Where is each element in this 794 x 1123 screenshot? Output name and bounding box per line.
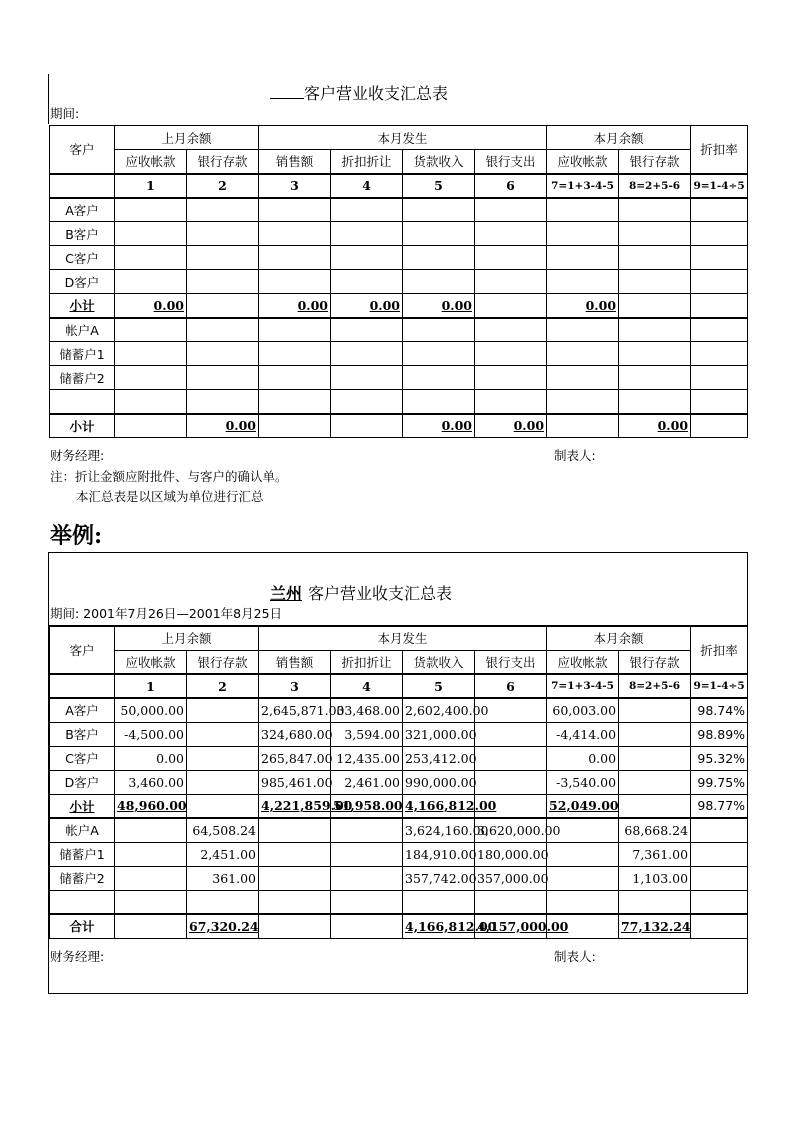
cell	[691, 866, 748, 890]
cell	[187, 746, 259, 770]
cell	[115, 818, 187, 842]
cell	[187, 722, 259, 746]
cell: 321,000.00	[403, 722, 475, 746]
cell	[547, 270, 619, 294]
example-table	[49, 625, 748, 939]
header-bank-deposit: 银行存款	[187, 650, 259, 674]
cell	[403, 890, 475, 914]
cell	[619, 770, 691, 794]
cell	[187, 198, 259, 222]
header-bank-payment: 银行支出	[475, 650, 547, 674]
total-row	[50, 914, 748, 938]
cell	[475, 270, 547, 294]
cell	[403, 246, 475, 270]
cell	[331, 366, 403, 390]
cell: 324,680.00	[259, 722, 331, 746]
subtotal-c3: 0.00	[259, 294, 331, 318]
header-bank-deposit: 银行存款	[187, 150, 259, 174]
cell	[115, 390, 187, 414]
cell: 12,435.00	[331, 746, 403, 770]
cell	[475, 294, 547, 318]
cell	[691, 318, 748, 342]
header-last-month-balance: 上月余额	[115, 126, 259, 150]
customer-name: D客户	[50, 270, 115, 294]
colnum-blank	[50, 174, 115, 198]
cell: 2,451.00	[187, 842, 259, 866]
cell	[259, 366, 331, 390]
note-line-2: 本汇总表是以区域为单位进行汇总	[76, 489, 264, 504]
cell	[475, 722, 547, 746]
subtotal-c1: 0.00	[115, 294, 187, 318]
header-last-month-balance: 上月余额	[115, 626, 259, 650]
cell	[115, 222, 187, 246]
cell	[187, 246, 259, 270]
cell	[403, 390, 475, 414]
title-text: 客户营业收支汇总表	[304, 84, 449, 103]
colnum: 2	[187, 674, 259, 698]
header-bank-deposit2: 银行存款	[619, 650, 691, 674]
cell	[619, 270, 691, 294]
header-discount-rate: 折扣率	[691, 126, 748, 174]
cell	[331, 818, 403, 842]
cell	[187, 390, 259, 414]
cell: 98.74%	[691, 698, 748, 722]
cell	[403, 198, 475, 222]
cell	[691, 842, 748, 866]
cell	[403, 222, 475, 246]
cell	[331, 390, 403, 414]
header-customer: 客户	[50, 626, 115, 674]
cell: 3,460.00	[115, 770, 187, 794]
account-name: 帐户A	[50, 318, 115, 342]
cell	[187, 890, 259, 914]
cell: 2,645,871.00	[259, 698, 331, 722]
cell	[187, 698, 259, 722]
header-receivable2: 应收帐款	[547, 650, 619, 674]
header-this-month-activity: 本月发生	[259, 126, 547, 150]
cell	[475, 890, 547, 914]
cell	[259, 390, 331, 414]
cell	[475, 318, 547, 342]
preparer-label: 制表人:	[554, 448, 596, 463]
customer-name: C客户	[50, 246, 115, 270]
cell	[691, 390, 748, 414]
header-this-month-balance: 本月余额	[547, 126, 691, 150]
cell	[115, 890, 187, 914]
page-title	[270, 81, 448, 104]
cell	[475, 746, 547, 770]
cell: 985,461.00	[259, 770, 331, 794]
cell: 2,461.00	[331, 770, 403, 794]
cell	[187, 342, 259, 366]
cell	[187, 770, 259, 794]
table-row	[50, 746, 748, 770]
cell: 3,624,160.00	[403, 818, 475, 842]
cell	[187, 366, 259, 390]
colnum: 8=2+5-6	[619, 674, 691, 698]
cell	[691, 914, 748, 938]
cell: 180,000.00	[475, 842, 547, 866]
colnum: 3	[259, 674, 331, 698]
cell	[331, 318, 403, 342]
subtotal-c7: 0.00	[547, 294, 619, 318]
cell	[475, 366, 547, 390]
cell	[547, 842, 619, 866]
colnum: 1	[115, 674, 187, 698]
header-sales: 销售额	[259, 150, 331, 174]
header-this-month-activity: 本月发生	[259, 626, 547, 650]
example-title	[264, 581, 452, 604]
cell	[619, 390, 691, 414]
cell	[547, 198, 619, 222]
cell	[475, 770, 547, 794]
cell	[331, 222, 403, 246]
cell: 98.89%	[691, 722, 748, 746]
total-c8: 77,132.24	[619, 914, 691, 938]
cell	[547, 222, 619, 246]
table-row	[50, 890, 748, 914]
title-blank	[270, 84, 304, 99]
cell	[691, 342, 748, 366]
cell	[115, 414, 187, 438]
cell	[331, 270, 403, 294]
cell	[115, 366, 187, 390]
header-discount: 折扣折让	[331, 150, 403, 174]
cell	[475, 198, 547, 222]
cell	[475, 222, 547, 246]
header-collection: 货款收入	[403, 150, 475, 174]
colnum: 1	[115, 174, 187, 198]
cell	[619, 698, 691, 722]
cell	[259, 246, 331, 270]
subtotal-label: 小计	[50, 294, 115, 318]
subtotal-c5: 4,166,812.00	[403, 794, 475, 818]
cell	[619, 794, 691, 818]
cell	[115, 842, 187, 866]
cell: 1,103.00	[619, 866, 691, 890]
cell	[331, 246, 403, 270]
colnum: 5	[403, 674, 475, 698]
cell	[331, 914, 403, 938]
total-c2: 67,320.24	[187, 914, 259, 938]
cell	[691, 294, 748, 318]
account-name: 储蓄户2	[50, 366, 115, 390]
cell: 253,412.00	[403, 746, 475, 770]
subtotal-c4: 0.00	[331, 294, 403, 318]
account-name: 储蓄户2	[50, 866, 115, 890]
subtotal-c3: 4,221,859.00	[259, 794, 331, 818]
customer-name: B客户	[50, 722, 115, 746]
cell	[259, 222, 331, 246]
total-label: 合计	[50, 914, 115, 938]
customer-name: B客户	[50, 222, 115, 246]
cell	[259, 890, 331, 914]
account-name: 储蓄户1	[50, 842, 115, 866]
cell	[331, 342, 403, 366]
cell	[187, 222, 259, 246]
subtotal-label: 小计	[50, 794, 115, 818]
cell: 357,000.00	[475, 866, 547, 890]
cell	[259, 342, 331, 366]
table-row	[50, 722, 748, 746]
cell	[259, 270, 331, 294]
colnum: 7=1+3-4-5	[547, 674, 619, 698]
header-bank-deposit2: 银行存款	[619, 150, 691, 174]
subtotal-c1: 48,960.00	[115, 794, 187, 818]
subtotal-c7: 52,049.00	[547, 794, 619, 818]
cell	[331, 866, 403, 890]
cell	[619, 746, 691, 770]
total-c5: 4,166,812.00	[403, 914, 475, 938]
cell	[547, 390, 619, 414]
cell: 60,003.00	[547, 698, 619, 722]
cell	[619, 366, 691, 390]
cell	[259, 842, 331, 866]
header-bank-payment: 银行支出	[475, 150, 547, 174]
cell	[619, 294, 691, 318]
cell	[259, 866, 331, 890]
colnum: 7=1+3-4-5	[547, 174, 619, 198]
example-heading: 举例:	[50, 523, 103, 549]
colnum: 2	[187, 174, 259, 198]
cell	[331, 842, 403, 866]
example-city: 兰州	[270, 584, 303, 603]
cell	[475, 390, 547, 414]
account-subtotal-c5: 0.00	[403, 414, 475, 438]
subtotal-c9: 98.77%	[691, 794, 748, 818]
cell: 990,000.00	[403, 770, 475, 794]
cell	[691, 818, 748, 842]
cell	[619, 722, 691, 746]
header-receivable2: 应收帐款	[547, 150, 619, 174]
cell	[115, 318, 187, 342]
customer-name: A客户	[50, 198, 115, 222]
table-row	[50, 770, 748, 794]
cell	[691, 890, 748, 914]
cell	[259, 198, 331, 222]
cell: 68,668.24	[619, 818, 691, 842]
cell: 95.32%	[691, 746, 748, 770]
cell	[403, 342, 475, 366]
cell	[115, 246, 187, 270]
cell	[691, 414, 748, 438]
colnum: 3	[259, 174, 331, 198]
cell	[259, 414, 331, 438]
colnum-blank	[50, 674, 115, 698]
cell	[331, 198, 403, 222]
cell	[187, 270, 259, 294]
cell	[475, 246, 547, 270]
account-name: 储蓄户1	[50, 342, 115, 366]
example-preparer: 制表人:	[554, 949, 596, 964]
cell	[547, 890, 619, 914]
total-c6: 4,157,000.00	[475, 914, 547, 938]
cell: 64,508.24	[187, 818, 259, 842]
header-discount-rate: 折扣率	[691, 626, 748, 674]
header-discount: 折扣折让	[331, 650, 403, 674]
cell	[691, 366, 748, 390]
header-receivable: 应收帐款	[115, 150, 187, 174]
account-name	[50, 390, 115, 414]
cell	[259, 914, 331, 938]
cell	[691, 222, 748, 246]
colnum: 5	[403, 174, 475, 198]
cell	[403, 366, 475, 390]
cell	[115, 198, 187, 222]
template-table	[49, 125, 748, 438]
cell	[475, 342, 547, 366]
cell: 2,602,400.00	[403, 698, 475, 722]
cell: 99.75%	[691, 770, 748, 794]
account-subtotal-c2: 0.00	[187, 414, 259, 438]
example-finance-manager: 财务经理:	[50, 949, 105, 964]
cell	[547, 866, 619, 890]
cell	[691, 246, 748, 270]
cell	[187, 294, 259, 318]
cell	[115, 270, 187, 294]
header-this-month-balance: 本月余额	[547, 626, 691, 650]
customer-name: C客户	[50, 746, 115, 770]
table-row	[50, 818, 748, 842]
colnum: 9=1-4÷5	[691, 174, 748, 198]
period-label: 期间:	[50, 106, 80, 121]
note-line-1: 注：折让金额应附批件、与客户的确认单。	[50, 469, 288, 484]
customer-name: A客户	[50, 698, 115, 722]
account-subtotal-c6: 0.00	[475, 414, 547, 438]
customer-name: D客户	[50, 770, 115, 794]
cell: 3,620,000.00	[475, 818, 547, 842]
cell: 184,910.00	[403, 842, 475, 866]
cell	[115, 866, 187, 890]
cell: 33,468.00	[331, 698, 403, 722]
cell	[115, 914, 187, 938]
cell	[331, 890, 403, 914]
cell: 265,847.00	[259, 746, 331, 770]
cell	[619, 246, 691, 270]
cell	[187, 794, 259, 818]
account-name: 帐户A	[50, 818, 115, 842]
cell: -4,414.00	[547, 722, 619, 746]
left-margin-line	[48, 74, 49, 124]
cell	[547, 246, 619, 270]
example-title-text: 客户营业收支汇总表	[308, 584, 453, 603]
example-period: 期间: 2001年7月26日—2001年8月25日	[50, 606, 283, 621]
cell	[403, 318, 475, 342]
cell: 0.00	[115, 746, 187, 770]
cell	[259, 318, 331, 342]
cell: -3,540.00	[547, 770, 619, 794]
cell: 357,742.00	[403, 866, 475, 890]
account-subtotal-label: 小计	[50, 414, 115, 438]
cell	[547, 366, 619, 390]
table-row	[50, 866, 748, 890]
cell	[187, 318, 259, 342]
colnum: 6	[475, 674, 547, 698]
cell	[619, 318, 691, 342]
finance-manager-label: 财务经理:	[50, 448, 105, 463]
colnum: 8=2+5-6	[619, 174, 691, 198]
cell	[115, 342, 187, 366]
table-row	[50, 698, 748, 722]
cell: -4,500.00	[115, 722, 187, 746]
cell: 7,361.00	[619, 842, 691, 866]
cell	[331, 414, 403, 438]
cell	[619, 342, 691, 366]
cell	[547, 414, 619, 438]
colnum: 9=1-4÷5	[691, 674, 748, 698]
cell	[259, 818, 331, 842]
cell	[547, 342, 619, 366]
header-collection: 货款收入	[403, 650, 475, 674]
cell	[619, 890, 691, 914]
colnum: 6	[475, 174, 547, 198]
colnum: 4	[331, 674, 403, 698]
table-row	[50, 842, 748, 866]
cell	[691, 270, 748, 294]
header-customer: 客户	[50, 126, 115, 174]
subtotal-row	[50, 794, 748, 818]
cell	[403, 270, 475, 294]
colnum: 4	[331, 174, 403, 198]
account-name	[50, 890, 115, 914]
cell	[547, 318, 619, 342]
subtotal-c4: 51,958.00	[331, 794, 403, 818]
subtotal-c5: 0.00	[403, 294, 475, 318]
cell	[619, 222, 691, 246]
cell	[691, 198, 748, 222]
account-subtotal-c8: 0.00	[619, 414, 691, 438]
cell: 3,594.00	[331, 722, 403, 746]
header-receivable: 应收帐款	[115, 650, 187, 674]
header-sales: 销售额	[259, 650, 331, 674]
cell: 0.00	[547, 746, 619, 770]
cell: 50,000.00	[115, 698, 187, 722]
cell	[619, 198, 691, 222]
cell: 361.00	[187, 866, 259, 890]
